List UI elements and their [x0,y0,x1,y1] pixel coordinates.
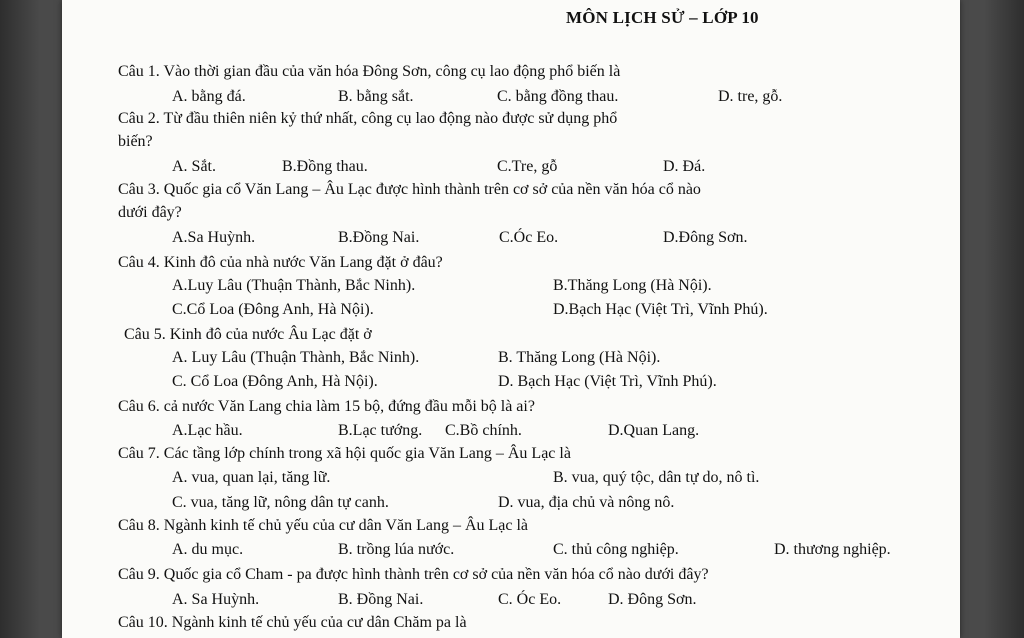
q7-option-a: A. vua, quan lại, tăng lữ. [172,469,331,486]
question-2: Câu 2. Từ đầu thiên niên kỷ thứ nhất, công cụ lao động nào được sử dụng phổ [118,110,618,127]
q7-option-d: D. vua, địa chủ và nông nô. [498,494,675,511]
q4-option-d: D.Bạch Hạc (Việt Trì, Vĩnh Phú). [553,301,768,318]
q6-option-b: B.Lạc tướng. [338,422,423,439]
q5-option-c: C. Cổ Loa (Đông Anh, Hà Nội). [172,373,378,390]
question-5: Câu 5. Kinh đô của nước Âu Lạc đặt ở [124,326,372,343]
q4-option-a: A.Luy Lâu (Thuận Thành, Bắc Ninh). [172,277,416,294]
q9-option-a: A. Sa Huỳnh. [172,591,260,608]
q7-option-b: B. vua, quý tộc, dân tự do, nô tì. [553,469,760,486]
q2-option-d: D. Đá. [663,158,706,175]
q7-option-c: C. vua, tăng lữ, nông dân tự canh. [172,494,389,511]
question-6: Câu 6. cả nước Văn Lang chia làm 15 bộ, đứng đầu mỗi bộ là ai? [118,398,535,415]
q9-option-d: D. Đông Sơn. [608,591,697,608]
q3-option-d: D.Đông Sơn. [663,229,748,246]
q8-option-a: A. du mục. [172,541,244,558]
q2-option-a: A. Sắt. [172,158,216,175]
q5-option-a: A. Luy Lâu (Thuận Thành, Bắc Ninh). [172,349,420,366]
q5-option-b: B. Thăng Long (Hà Nội). [498,349,661,366]
question-3: Câu 3. Quốc gia cổ Văn Lang – Âu Lạc được hình thành trên cơ sở của nền văn hóa cổ nào [118,181,701,198]
question-4: Câu 4. Kinh đô của nhà nước Văn Lang đặt ở đâu? [118,254,443,271]
question-9: Câu 9. Quốc gia cổ Cham - pa được hình thành trên cơ sở của nền văn hóa cổ nào dưới đây? [118,566,709,583]
document-page [62,0,960,638]
question-3-cont: dưới đây? [118,204,182,221]
q1-option-a: A. bằng đá. [172,88,246,105]
page-title: MÔN LỊCH SỬ – LỚP 10 [566,8,759,27]
q6-option-a: A.Lạc hầu. [172,422,243,439]
question-1: Câu 1. Vào thời gian đầu của văn hóa Đông Sơn, công cụ lao động phổ biến là [118,63,621,80]
q6-option-c: C.Bồ chính. [445,422,522,439]
q3-option-b: B.Đồng Nai. [338,229,420,246]
question-2-cont: biến? [118,133,153,150]
q1-option-c: C. bằng đồng thau. [497,88,619,105]
q9-option-b: B. Đồng Nai. [338,591,424,608]
q4-option-b: B.Thăng Long (Hà Nội). [553,277,712,294]
q9-option-c: C. Óc Eo. [498,591,562,608]
q5-option-d: D. Bạch Hạc (Việt Trì, Vĩnh Phú). [498,373,717,390]
q8-option-b: B. trồng lúa nước. [338,541,455,558]
q8-option-d: D. thương nghiệp. [774,541,891,558]
q1-option-b: B. bằng sắt. [338,88,414,105]
q4-option-c: C.Cổ Loa (Đông Anh, Hà Nội). [172,301,374,318]
question-8: Câu 8. Ngành kinh tế chủ yếu của cư dân Văn Lang – Âu Lạc là [118,517,529,534]
q1-option-d: D. tre, gỗ. [718,88,783,105]
question-7: Câu 7. Các tầng lớp chính trong xã hội quốc gia Văn Lang – Âu Lạc là [118,445,571,462]
q3-option-a: A.Sa Huỳnh. [172,229,256,246]
q2-option-b: B.Đồng thau. [282,158,368,175]
q8-option-c: C. thủ công nghiệp. [553,541,679,558]
q2-option-c: C.Tre, gỗ [497,158,558,175]
q3-option-c: C.Óc Eo. [499,229,559,246]
q6-option-d: D.Quan Lang. [608,422,700,439]
question-10: Câu 10. Ngành kinh tế chủ yếu của cư dân Chăm pa là [118,614,467,631]
